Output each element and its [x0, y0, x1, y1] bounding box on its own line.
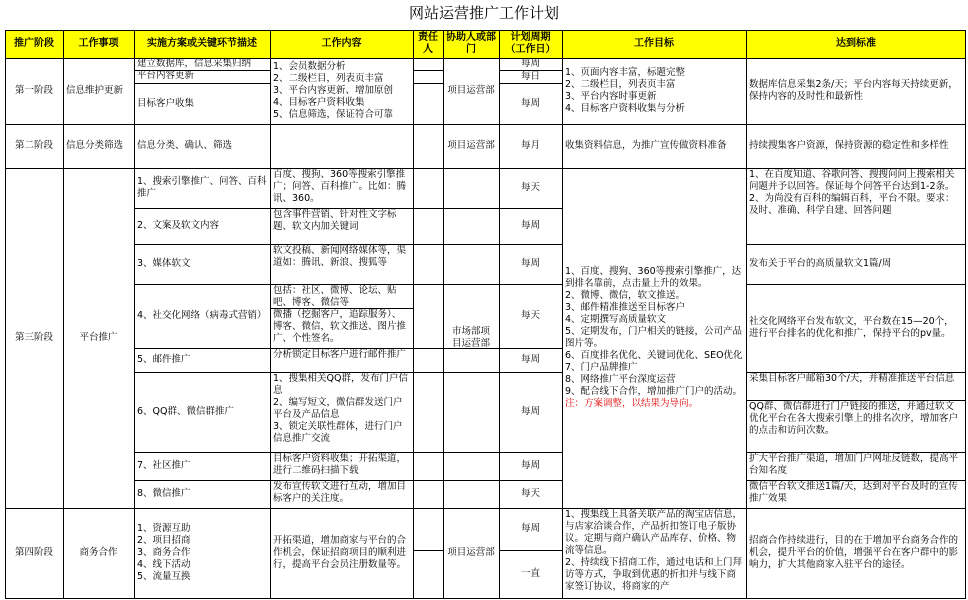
stage3-plan-7: 7、社区推广: [137, 460, 191, 471]
header-item: 工作事项: [63, 30, 134, 58]
header-plan: 实施方案或关键环节描述: [134, 30, 270, 58]
stage2-goal: 收集资料信息，为推广宣传做资料准备: [565, 140, 727, 151]
stage3-cycle-6: 每周: [520, 406, 540, 417]
stage3-content-1: 百度、搜狗、360等搜索引擎推广；问答、百科推广。比如：腾讯、360。: [273, 169, 407, 204]
header-stage: 推广阶段: [5, 30, 63, 58]
stage1-plan-2: 平台内容更新: [137, 70, 195, 81]
stage3-cycle-3: 每周: [520, 258, 540, 269]
stage4-standard: 招商合作持续进行，目的在于增加平台商务合作的机会，提升平台的价值，增强平台在客户群中的影响力，扩大其他商家入驻平台的途径。: [749, 535, 959, 570]
stage2-cycle: 每月: [520, 140, 540, 151]
stage3-item: 平台推广: [79, 332, 118, 343]
stage3-content-2: 包含事件营销、针对性文字标题、软文内加关键词: [273, 209, 397, 232]
stage3-cycle-2: 每周: [520, 220, 540, 231]
stage4-plan: 1、资源互助 2、项目招商 3、商务合作 4、线下活动 5、流量互换: [137, 523, 191, 582]
stage1-cycle-1: 每周: [520, 58, 540, 69]
stage3-standard-1: 1、在百度知道、谷歌问答、搜搜问问上搜索相关问题并予以回答。保证每个问答平台达到1-2条。 2、为尚没有百科的编辑百科，平台不限。要求：及时、准确、科学自建、回答问题: [749, 169, 955, 216]
stage1-cycle-3: 每周: [520, 97, 540, 109]
stage3-assist: 市场部项目运营部: [451, 326, 490, 349]
stage3-plan-8: 8、微信推广: [137, 488, 191, 499]
stage3-plan-4: 4、社交化网络（病毒式营销）: [137, 310, 267, 321]
stage3-cycle-4: 每天: [520, 310, 540, 321]
stage3-cycle-5: 每周: [520, 354, 540, 365]
stage1-cycle-2: 每日: [520, 70, 540, 82]
stage1-standard: 数据库信息采集2条/天；平台内容每天持续更新，保持内容的及时性和最新性: [749, 79, 958, 102]
header-content: 工作内容: [270, 30, 413, 58]
stage3-content-5: 分析锁定目标客户进行邮件推广: [273, 349, 407, 360]
header-assist: 协助人或部门: [443, 30, 499, 58]
stage3-goal-text: 1、百度、搜狗、360等搜索引擎推广，达到排名靠前，点击量上升的效果。 2、微博、微信，软文推送。 3、邮件精准推送至目标客户 4、定期撰写高质量软文 5、定期发布，门户相关的链接，公司产品图片等。 6、百度排名优化、关键词优化、SEO优化 7、门户品牌推广 8、网络推广平台深度运营 9、配合线下合作，增加推广门户的活动。: [565, 266, 743, 397]
stage3-plan-5: 5、邮件推广: [137, 354, 191, 365]
stage3-label: 第三阶段: [14, 332, 53, 343]
stage3-content-4b: 微播（挖掘客户，追踪服务）、博客、微信，软文推送、图片推广、个性签名。: [273, 309, 407, 344]
stage2-standard: 持续搜集客户资源，保持资源的稳定性和多样性: [749, 140, 949, 151]
stage1-plan-3: 目标客户收集: [137, 97, 195, 109]
stage3-plan-1: 1、搜索引擎推广、问答、百科推广: [137, 176, 267, 199]
stage3-plan-6: 6、QQ群、微信群推广: [137, 406, 234, 417]
header-goal: 工作目标: [562, 30, 746, 58]
stage3-content-4a: 包括：社区、微博、论坛、贴吧、博客、微信等: [273, 285, 397, 308]
stage4-cycle-1: 每周: [520, 523, 540, 534]
stage4-label: 第四阶段: [14, 547, 53, 558]
stage1-content: 1、会员数据分析 2、二级栏目，列表页丰富 3、平台内容更新、增加原创 4、目标客户资料收集 5、信息筛选，保证符合可靠: [273, 61, 394, 120]
stage3-content-8: 发布宣传软文进行互动，增加目标客户的关注度。: [273, 481, 407, 504]
stage3-standard-4: 采集目标客户邮箱30个/天，并精准推送平台信息: [749, 373, 955, 384]
stage1-goal: 1、页面内容丰富，标题完整 2、二级栏目，列表页丰富 3、平台内容时事更新 4、目标客户资料收集与分析: [565, 67, 686, 114]
stage3-standard-5: QQ群、微信群进行门户链接的推送，并通过软文优化平台在各大搜索引擎上的排名次序，增加客户的点击和访问次数。: [749, 401, 959, 436]
header-standard: 达到标准: [746, 30, 966, 58]
stage1-label: 第一阶段: [14, 85, 53, 96]
stage2-assist: 项目运营部: [447, 140, 495, 151]
stage1-plan-1: 建立数据库，信息采集归纳: [137, 58, 252, 69]
stage4-item: 商务合作: [79, 547, 118, 558]
stage3-cycle-1: 每天: [520, 182, 540, 193]
stage4-content: 开拓渠道，增加商家与平台的合作机会，保证招商项目的顺利进行，提高平台会员注册数量等。: [273, 535, 407, 570]
stage3-goal-note: 注：方案调整，以结果为导向。: [565, 398, 699, 409]
stage3-content-6: 1、搜集相关QQ群，发布门户信息 2、编写短文，微信群发送门户平台及产品信息 3、锁定关联性群体，进行门户信息推广交流: [273, 373, 408, 444]
stage1-assist: 项目运营部: [447, 85, 495, 96]
stage4-assist: 项目运营部: [447, 547, 495, 558]
stage3-content-3: 软文投稿、新闻网络媒体等，渠道如：腾讯、新浪、搜狐等: [273, 245, 407, 268]
stage4-goal: 1、搜集线上具备关联产品的淘宝店信息，与店家洽谈合作，产品折扣签订电子版协议。定期与商户确认产品库存、价格、物流等信息。 2、持续线下招商工作，通过电话和上门拜访等方式，争取到优惠的折扣并与线下商家签订协议，将商家的产: [565, 509, 743, 592]
stage3-goal: [562, 168, 746, 508]
stage4-cycle-2: 一直: [520, 568, 540, 579]
stage3-cycle-7: 每周: [520, 460, 540, 471]
header-cycle: 计划周期（工作日）: [499, 30, 562, 58]
stage2-plan: 信息分类、确认、筛选: [137, 140, 233, 151]
stage3-plan-3: 3、媒体软文: [137, 258, 191, 269]
stage3-standard-2: 发布关于平台的高质量软文1篇/周: [749, 258, 892, 269]
stage3-standard-7: 微信平台软文推送1篇/天，达到对平台及时的宣传推广效果: [749, 481, 958, 504]
stage3-standard-6: 扩大平台推广渠道，增加门户网址反链数，提高平台知名度: [749, 453, 959, 476]
stage3-content-7: 目标客户资料收集；开拓渠道，进行二维码扫描下载: [273, 453, 407, 476]
stage1-item: 信息维护更新: [66, 85, 124, 96]
stage3-cycle-8: 每天: [520, 488, 540, 499]
stage3-standard-3: 社交化网络平台发布软文，平台数在15—20个，进行平台排名的优化和推广，保持平台的pv量。: [749, 316, 954, 339]
stage2-item: 信息分类筛选: [66, 140, 124, 151]
header-owner: 责任人: [413, 30, 443, 58]
page-title: 网站运营推广工作计划: [408, 4, 559, 22]
stage3-plan-2: 2、文案及软文内容: [137, 220, 220, 231]
stage2-label: 第二阶段: [14, 140, 53, 151]
